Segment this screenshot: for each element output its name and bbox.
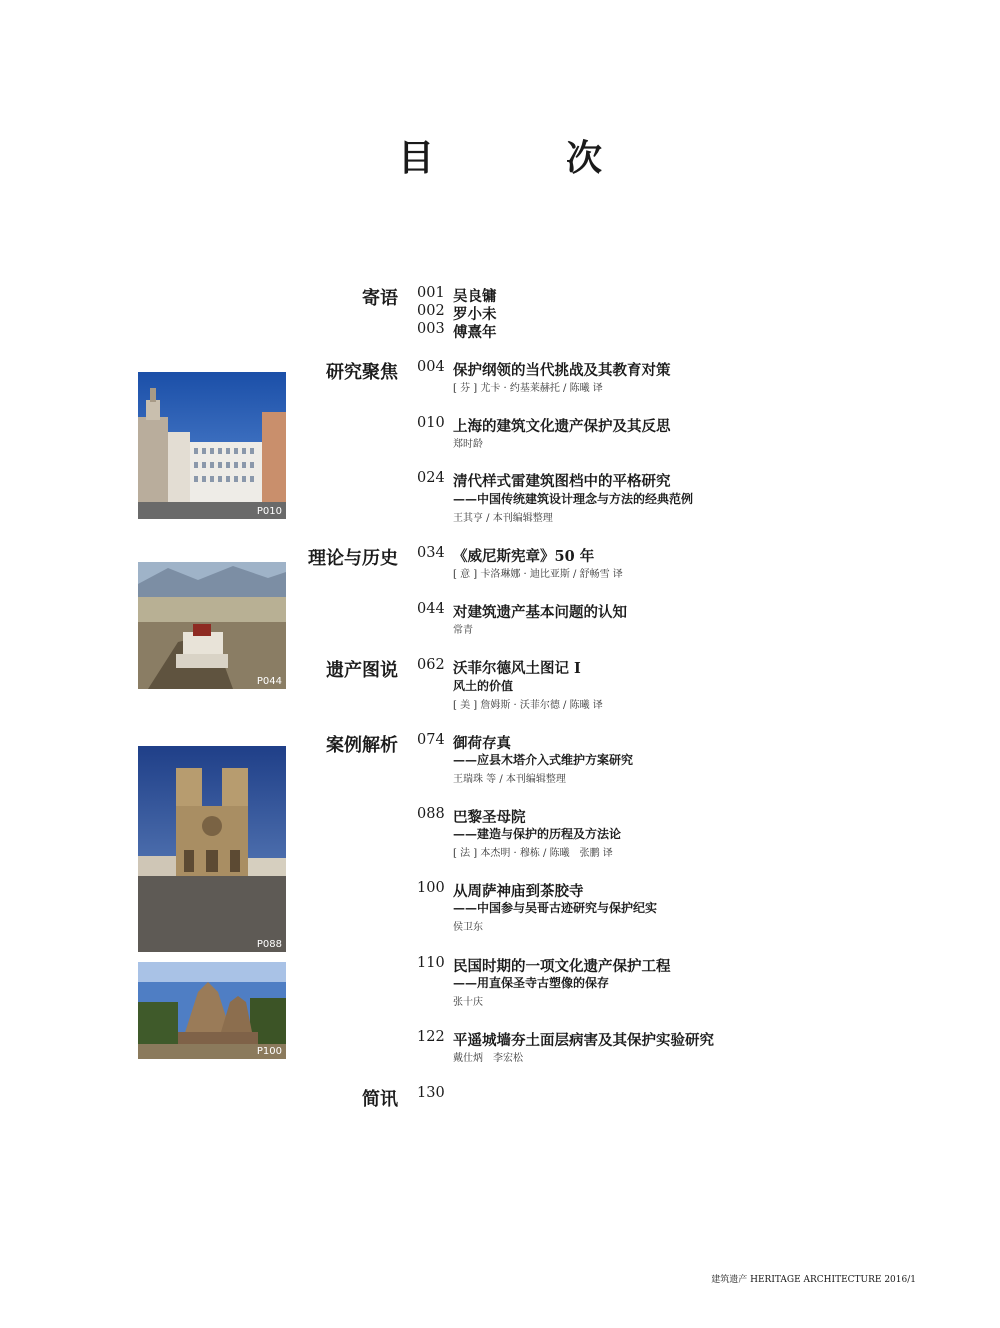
entry-page-number: 088 (417, 806, 445, 822)
entry-page-number: 010 (417, 415, 445, 431)
entry-title: 巴黎圣母院 (453, 809, 526, 826)
entry-author: [ 芬 ] 尤卡 · 约基莱赫托 / 陈曦 译 (453, 383, 603, 394)
entry-title: 吴良镛 (453, 288, 497, 305)
section-case-study: 案例解析 (326, 735, 398, 756)
page-title: 目 次 (397, 137, 650, 179)
entry-page-number: 024 (417, 470, 445, 486)
photo-page-label: P010 (256, 506, 282, 517)
entry-page-number: 034 (417, 545, 445, 561)
potala-landscape-photo (138, 562, 286, 689)
entry-title: 从周萨神庙到茶胶寺 (453, 883, 584, 900)
shanghai-building-photo (138, 372, 286, 519)
entry-title: 御荷存真 (453, 735, 511, 752)
section-heritage-illustrated: 遗产图说 (326, 660, 398, 681)
photo-page-label: P088 (256, 939, 282, 950)
entry-page-number: 074 (417, 732, 445, 748)
entry-author: 戴仕炳 李宏松 (453, 1053, 523, 1064)
entry-page-number: 044 (417, 601, 445, 617)
entry-page-number: 001 (417, 285, 445, 301)
entry-author: 侯卫东 (453, 922, 483, 933)
section-research-focus: 研究聚焦 (326, 362, 398, 383)
entry-title: 上海的建筑文化遗产保护及其反思 (453, 418, 671, 435)
entry-author: 王瑞珠 等 / 本刊编辑整理 (453, 774, 566, 785)
entry-author: [ 意 ] 卡洛琳娜 · 迪比亚斯 / 舒畅雪 译 (453, 569, 623, 580)
section-news: 简讯 (362, 1089, 398, 1110)
entry-author: [ 法 ] 本杰明 · 穆栋 / 陈曦 张鹏 译 (453, 848, 613, 859)
entry-page-number: 004 (417, 359, 445, 375)
entry-subtitle: ——建造与保护的历程及方法论 (453, 827, 622, 841)
entry-subtitle: ——用直保圣寺古塑像的保存 (453, 976, 610, 990)
entry-title: 平遥城墙夯土面层病害及其保护实验研究 (453, 1032, 714, 1049)
entry-page-number: 100 (417, 880, 445, 896)
entry-subtitle: ——中国传统建筑设计理念与方法的经典范例 (453, 492, 694, 506)
entry-page-number: 062 (417, 657, 445, 673)
entry-subtitle: ——中国参与吴哥古迹研究与保护纪实 (453, 901, 658, 915)
entry-page-number: 002 (417, 303, 445, 319)
notre-dame-photo (138, 746, 286, 952)
photo-page-label: P044 (256, 676, 282, 687)
entry-author: 张十庆 (453, 997, 483, 1008)
section-theory-history: 理论与历史 (308, 548, 398, 569)
entry-page-number: 122 (417, 1029, 445, 1045)
entry-page-number: 110 (417, 955, 445, 971)
entry-title: 清代样式雷建筑图档中的平格研究 (453, 473, 671, 490)
entry-page-number: 130 (417, 1085, 445, 1101)
entry-author: 王其亨 / 本刊编辑整理 (453, 513, 553, 524)
ta-keo-temple-photo (138, 962, 286, 1059)
entry-subtitle: 风土的价值 (453, 679, 514, 693)
entry-page-number: 003 (417, 321, 445, 337)
section-jiyu: 寄语 (362, 288, 398, 309)
journal-footer: 建筑遗产 HERITAGE ARCHITECTURE 2016/1 (711, 1275, 916, 1285)
entry-title: 沃菲尔德风土图记 Ⅰ (453, 660, 581, 677)
entry-author: 常青 (453, 625, 473, 636)
photo-page-label: P100 (256, 1046, 282, 1057)
entry-title: 对建筑遗产基本问题的认知 (453, 604, 627, 621)
entry-author: [ 美 ] 詹姆斯 · 沃菲尔德 / 陈曦 译 (453, 700, 603, 711)
entry-title: 民国时期的一项文化遗产保护工程 (453, 958, 671, 975)
entry-title: 保护纲领的当代挑战及其教育对策 (453, 362, 671, 379)
entry-subtitle: ——应县木塔介入式维护方案研究 (453, 753, 634, 767)
entry-title: 傅熹年 (453, 324, 497, 341)
entry-title: 《威尼斯宪章》50 年 (453, 548, 595, 565)
entry-author: 郑时龄 (453, 439, 483, 450)
entry-title: 罗小未 (453, 306, 497, 323)
